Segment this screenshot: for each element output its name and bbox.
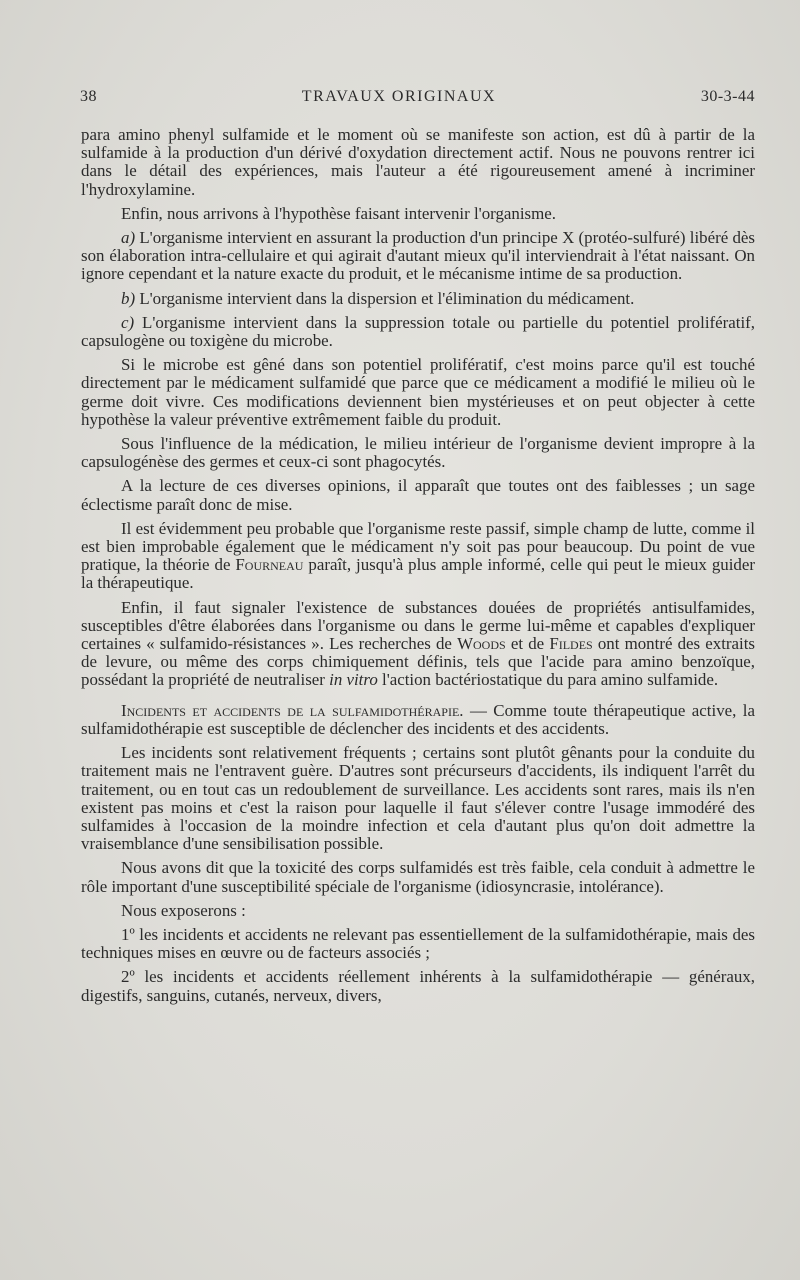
- paragraph: Nous exposerons :: [121, 900, 246, 920]
- paragraph: A la lecture de ces diverses opinions, il apparaît que toutes ont des faiblesses ; un sage éclectisme paraît donc de mise.: [81, 476, 755, 514]
- paragraph-text: les incidents et accidents réellement inhérents à la sulfamidothérapie — généraux, digestifs, sanguins, cutanés, nerveux, divers,: [81, 967, 755, 1005]
- author-name: Fildes: [549, 634, 593, 654]
- page-number: 38: [80, 88, 97, 105]
- paragraph: [81, 290, 755, 308]
- italic-term: in vitro: [329, 670, 378, 690]
- issue-date: 30-3-44: [700, 88, 755, 105]
- list-marker: 2º: [121, 967, 135, 987]
- paragraph: [81, 229, 755, 284]
- paragraph-text: ont montré des extraits de levure, ou même des corps chimiquement définis, tels que l'acide para amino benzoïque, possédant la propriété de neutraliser: [81, 634, 755, 690]
- paragraph: [81, 314, 755, 350]
- paragraph: Les incidents sont relativement fréquents ; certains sont plutôt gênants pour la conduite du traitement mais ne l'entravent guère. D'autres sont précurseurs d'accidents, ils indiquent l'arrêt du traitement, ou en tout cas un redoublement de surveillance. Les accidents sont rares, mais ils n'en existent pas moins et c'est la raison pour laquelle il faut s'élever contre l'usage immodéré des sulfamides à l'occasion de la moindre infection et cela d'autant plus qu'on doit admettre la vraisemblance d'une sensibilisation possible.: [81, 743, 755, 854]
- section-heading: Incidents et accidents de la sulfamidothérapie.: [121, 700, 464, 720]
- paragraph-text: L'organisme intervient dans la dispersion et l'élimination du médicament.: [139, 288, 635, 308]
- paragraph: [81, 599, 755, 690]
- paragraph-text: — Comme toute thérapeutique active, la sulfamidothérapie est susceptible de déclencher des incidents et des accidents.: [81, 700, 755, 738]
- list-marker: c): [121, 312, 135, 332]
- body-text: [81, 126, 755, 1011]
- paragraph-text: Il est évidemment peu probable que l'organisme reste passif, simple champ de lutte, comme il est bien improbable également que le médicament n'y soit pas pour beaucoup. Du point de vue pratique, la théorie de: [81, 518, 755, 575]
- paragraph: para amino phenyl sulfamide et le moment où se manifeste son action, est dû à partir de la sulfamide à la production d'un dérivé d'oxydation directement actif. Nous ne pouvons rentrer ici dans le détail des expériences, mais l'auteur a été rigoureusement amené à incriminer l'hydroxylamine.: [81, 125, 755, 199]
- paragraph-text: Enfin, il faut signaler l'existence de substances douées de propriétés antisulfamides, susceptibles d'être élaborées dans l'organisme ou dans le germe lui-même et capables d'expliquer certaines « sulfamido-résistances ». Les recherches de: [81, 597, 755, 654]
- paragraph-text: L'organisme intervient en assurant la production d'un principe X (protéo-sulfuré) libéré dès son élaboration intra-cellulaire et qui agirait d'autant mieux qu'il interviendrait à l'état naissant. On ignore cependant et la nature exacte du produit, et le mécanisme intime de sa production.: [81, 228, 755, 284]
- paragraph-text: l'action bactériostatique du para amino sulfamide.: [382, 670, 719, 690]
- list-marker: 1º: [121, 924, 135, 944]
- paragraph: Sous l'influence de la médication, le milieu intérieur de l'organisme devient impropre à la capsulogénèse des germes et ceux-ci sont phagocytés.: [81, 434, 755, 472]
- paragraph-text: et de: [510, 634, 545, 654]
- paragraph-text: L'organisme intervient dans la suppression totale ou partielle du potentiel prolifératif, capsulogène ou toxigène du microbe.: [81, 312, 755, 351]
- paragraph: [81, 926, 755, 962]
- paragraph: Si le microbe est gêné dans son potentiel prolifératif, c'est moins parce qu'il est touché directement par le médicament sulfamidé que parce que ce médicament a modifié le milieu où le germe doit vivre. Ces modifications deviennent bien mystérieuses et on peut objecter à cette hypothèse la valeur préventive extrêmement faible du produit.: [81, 355, 755, 429]
- section-paragraph: [81, 702, 755, 738]
- author-name: Woods: [457, 634, 506, 654]
- journal-section-title: TRAVAUX ORIGINAUX: [301, 88, 497, 105]
- running-header: [80, 88, 755, 106]
- paragraph-text: les incidents et accidents ne relevant pas essentiellement de la sulfamidothérapie, mais des techniques mises en œuvre ou de facteurs associés ;: [81, 924, 755, 963]
- list-marker: a): [121, 228, 136, 248]
- paragraph: Nous avons dit que la toxicité des corps sulfamidés est très faible, cela conduit à admettre le rôle important d'une susceptibilité spéciale de l'organisme (idiosyncrasie, intolérance).: [81, 858, 755, 896]
- paragraph: [81, 520, 755, 593]
- paragraph: [81, 968, 755, 1004]
- author-name: Fourneau: [235, 555, 304, 575]
- paragraph: Enfin, nous arrivons à l'hypothèse faisant intervenir l'organisme.: [121, 203, 556, 223]
- list-marker: b): [121, 288, 136, 308]
- paragraph-text: paraît, jusqu'à plus ample informé, celle qui peut le mieux guider la thérapeutique.: [81, 555, 755, 593]
